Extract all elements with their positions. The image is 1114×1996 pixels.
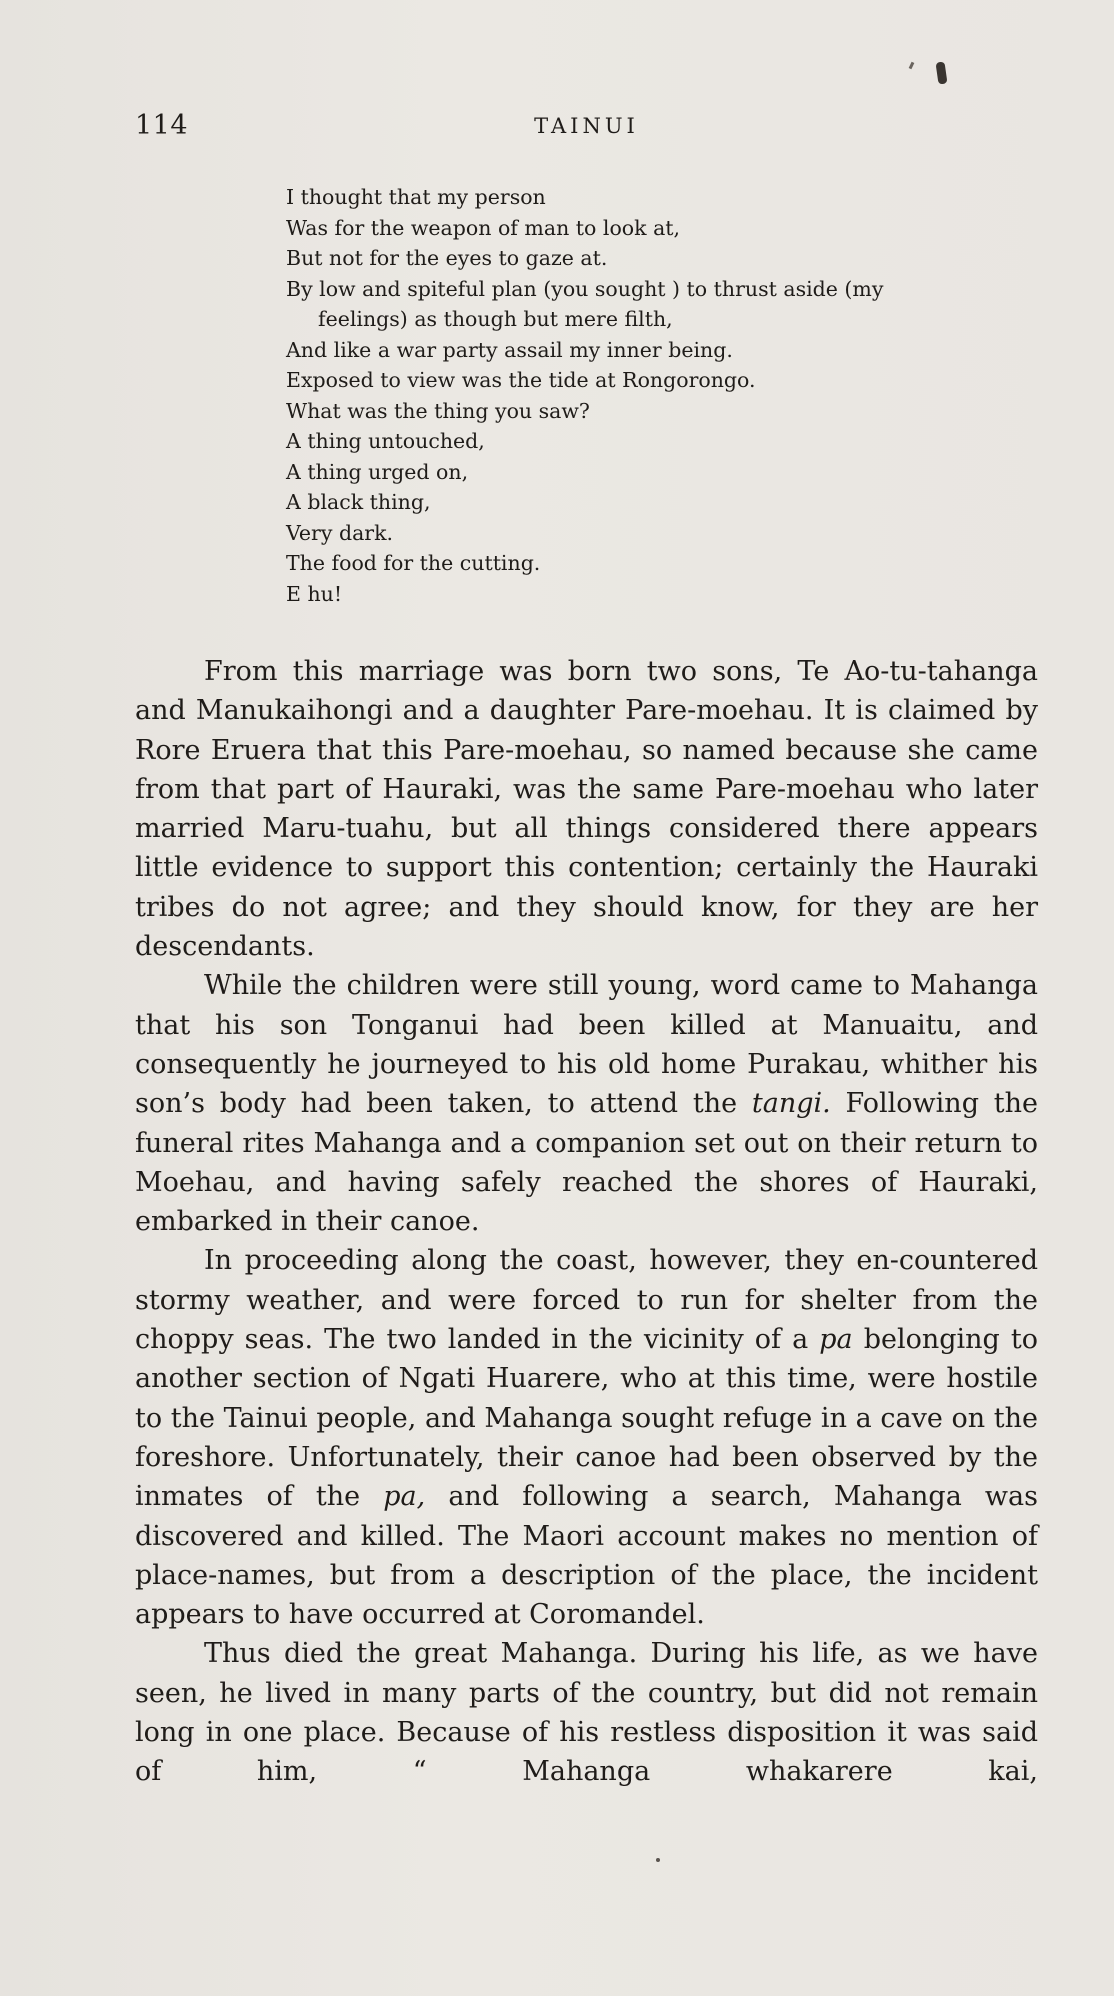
paragraph-3-text-b: belonging to another section of Ngati Huarere, who at this time, were hostile to the Tainui people, and Mahanga sought refuge in a cave on the foreshore. Unfortunately, their canoe had been observed by the inmates of the bbox=[135, 1324, 1039, 1513]
print-dot bbox=[656, 1858, 660, 1862]
poem-line: But not for the eyes to gaze at. bbox=[286, 246, 608, 270]
ink-speck bbox=[936, 61, 948, 84]
poem-line: E hu! bbox=[286, 581, 343, 606]
paragraph-2 bbox=[135, 966, 1038, 1241]
paragraph-3 bbox=[135, 1241, 1038, 1634]
poem-line: The food for the cutting. bbox=[286, 551, 541, 575]
poem-line: Exposed to view was the tide at Rongorongo. bbox=[286, 368, 756, 392]
paragraph-3-text-c: and following a search, Mahanga was discovered and killed. The Maori account makes no mention of place-names, but from a description of the place, the incident appears to have occurred at Coromandel. bbox=[135, 1481, 1038, 1631]
poem-line: A black thing, bbox=[286, 490, 431, 514]
poem-line: By low and spiteful plan (you sought ) to thrust aside (my bbox=[286, 276, 884, 301]
poem-line: And like a war party assail my inner being. bbox=[286, 337, 733, 362]
print-mark bbox=[909, 62, 915, 70]
poem-line: I thought that my person bbox=[286, 185, 546, 209]
poem-line: A thing urged on, bbox=[286, 459, 469, 484]
poem-line: What was the thing you saw? bbox=[286, 398, 590, 423]
poem-line-continuation: feelings) as though but mere filth, bbox=[318, 307, 673, 331]
poem-line: Very dark. bbox=[286, 520, 394, 545]
paragraph-3-italic-pa-2: pa, bbox=[383, 1481, 426, 1513]
paragraph-2-italic: tangi. bbox=[751, 1088, 831, 1120]
poem-line: A thing untouched, bbox=[286, 429, 485, 453]
poem-block bbox=[286, 182, 1046, 609]
paragraph-3-italic-pa: pa bbox=[819, 1324, 853, 1356]
paragraph-1: From this marriage was born two sons, Te Ao-tu-tahanga and Manukaihongi and a daughter Pare-moehau. It is claimed by Rore Eruera that this Pare-moehau, so named because she came from that part of Hauraki, was the same Pare-moehau who later married Maru-tuahu, but all things considered there appears little evidence to support this contention; certainly the Hauraki tribes do not agree; and they should know, for they are her descendants. bbox=[135, 656, 1038, 963]
page-header bbox=[135, 110, 1038, 146]
paragraph-2-text-a: While the children were still young, word came to Mahanga that his son Tonganui had been killed at Manuaitu, and consequently he journeyed to his old home Purakau, whither his son’s body had been taken, to attend the bbox=[135, 970, 1038, 1120]
paragraph-2-text-b: Following the funeral rites Mahanga and a companion set out on their return to Moehau, and having safely reached the shores of Hauraki, embarked in their canoe. bbox=[135, 1088, 1038, 1238]
page-number: 114 bbox=[135, 110, 189, 141]
running-head: TAINUI bbox=[534, 114, 639, 138]
body-text bbox=[135, 652, 1038, 1792]
paragraph-4: Thus died the great Mahanga. During his life, as we have seen, he lived in many parts of the country, but did not remain long in one place. Because of his restless disposition it was said of him, “ Mahanga whakarere kai, bbox=[135, 1638, 1038, 1788]
poem-line: Was for the weapon of man to look at, bbox=[286, 215, 681, 240]
paragraph-3-text-a: In proceeding along the coast, however, they en-countered stormy weather, and were forced to run for shelter from the choppy seas. The two landed in the vicinity of a bbox=[135, 1245, 1038, 1356]
